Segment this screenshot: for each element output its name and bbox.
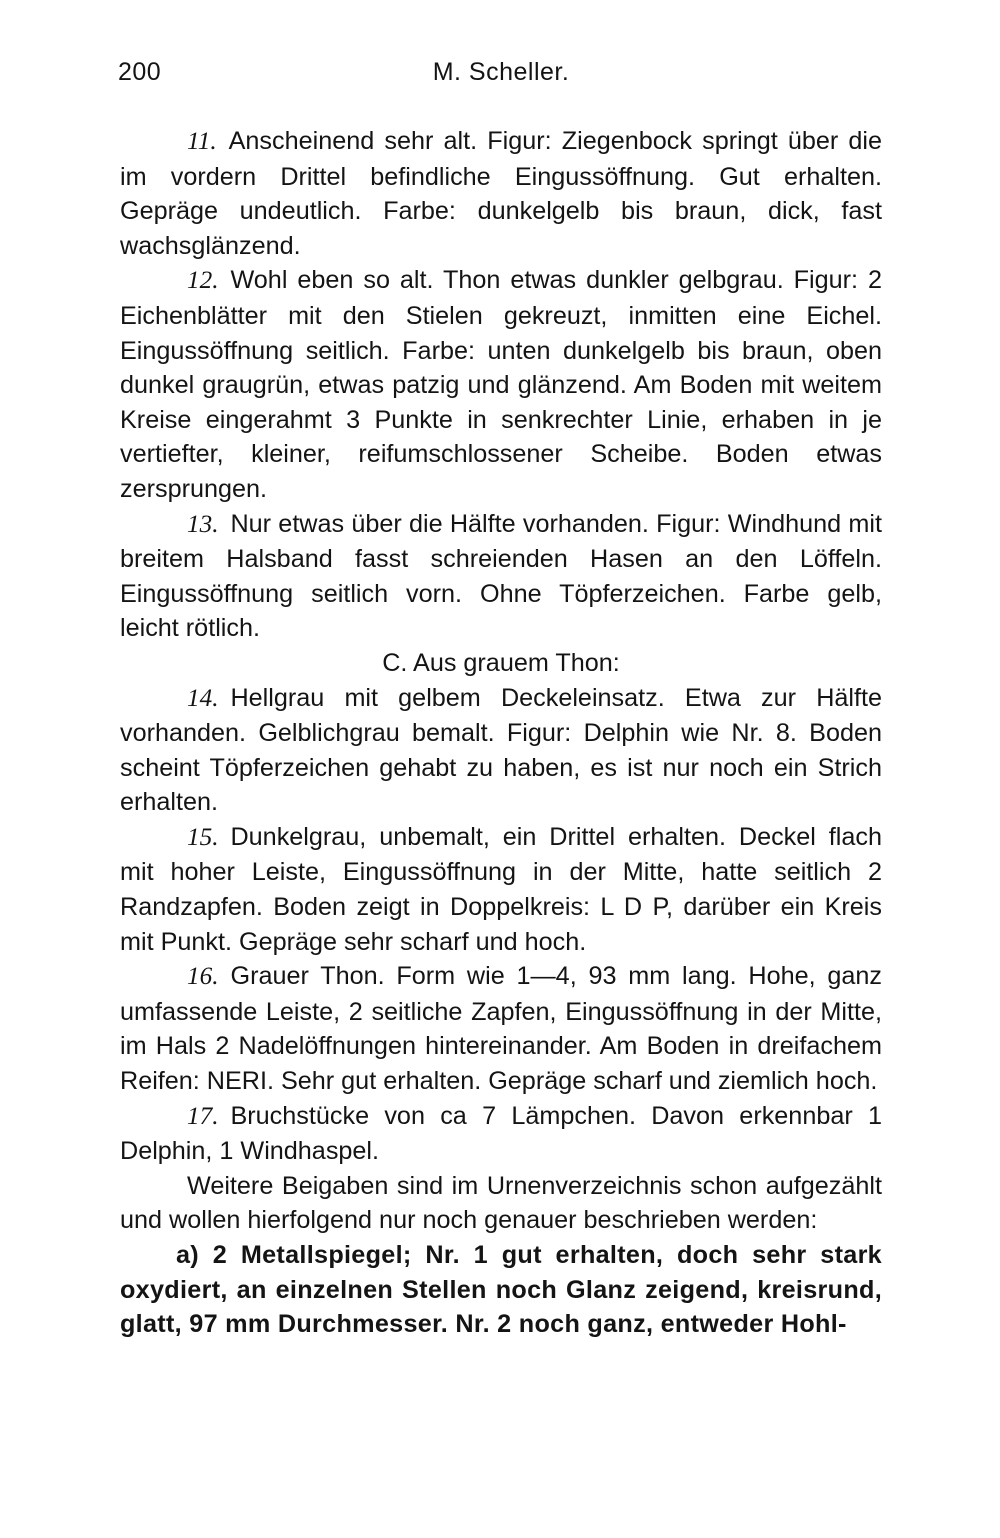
entry-12 [120,263,882,506]
entry-15 [120,820,882,959]
entry-13 [120,507,882,646]
page-header [118,58,884,98]
entry-14 [120,681,882,820]
page-number: 200 [118,58,162,86]
entry-text: Wohl eben so alt. Thon etwas dunkler gelbgrau. Figur: 2 Eichenblätter mit den Stielen gekreuzt, inmitten eine Eichel. Eingussöffnung seitlich. Farbe: unten dunkelgelb bis braun, oben dunkel graugrün, etwas patzig und glänzend. Am Boden mit weitem Kreise eingerahmt 3 Punkte in senkrechter Linie, erhaben in je vertiefter, kleiner, reifumschlossener Scheibe. Boden etwas zersprungen. [120,266,882,503]
entry-number: 15. [187,823,219,851]
entry-text: Grauer Thon. Form wie 1—4, 93 mm lang. Hohe, ganz umfassende Leiste, 2 seitliche Zapfen, Eingussöffnung in der Mitte, im Hals 2 Nadelöffnungen hintereinander. Am Boden in dreifachem Reifen: NERI. Sehr gut erhalten. Gepräge scharf und ziemlich hoch. [120,962,882,1096]
entry-text: Anscheinend sehr alt. Figur: Ziegenbock springt über die im vordern Drittel befindliche Eingussöffnung. Gut erhalten. Gepräge undeutlich. Farbe: dunkelgelb bis braun, dick, fast wachsglänzend. [120,127,882,260]
entry-number: 12. [187,267,219,295]
section-heading: C. Aus grauem Thon: [382,648,620,677]
entry-17 [120,1099,882,1169]
entry-number: 16. [187,963,219,991]
entry-text: Bruchstücke von ca 7 Lämpchen. Davon erkennbar 1 Delphin, 1 Windhaspel. [120,1101,882,1166]
entry-number: 17. [187,1102,219,1130]
entry-number: 13. [187,510,219,538]
entry-text: Hellgrau mit gelbem Deckeleinsatz. Etwa zur Hälfte vorhanden. Gelblichgrau bemalt. Figur: Delphin wie Nr. 8. Boden scheint Töpferzeichen gehabt zu haben, es ist nur noch ein Strich erhalten. [120,683,882,817]
entry-text: Nur etwas über die Hälfte vorhanden. Figur: Windhund mit breitem Halsband fasst schreienden Hasen an den Löffeln. Eingussöffnung seitlich vorn. Ohne Töpferzeichen. Farbe gelb, leicht rötlich. [120,509,882,643]
entry-11 [120,124,882,263]
page-body [120,124,882,1342]
entry-number: 14. [187,684,219,712]
intro-paragraph: Weitere Beigaben sind im Urnenverzeichnis schon aufgezählt und wollen hierfolgend nur noch genauer beschrieben werden: [120,1171,882,1235]
entry-16 [120,959,882,1098]
item-a-paragraph: a) 2 Metallspiegel; Nr. 1 gut erhalten, doch sehr stark oxydiert, an einzelnen Stellen noch Glanz zeigend, kreisrund, glatt, 97 mm Durchmesser. Nr. 2 noch ganz, entweder Hohl- [120,1241,882,1339]
running-head: M. Scheller. [432,58,570,86]
entry-text: Dunkelgrau, unbemalt, ein Drittel erhalten. Deckel flach mit hoher Leiste, Eingussöffnung in der Mitte, hatte seitlich 2 Randzapfen. Boden zeigt in Doppelkreis: L D P, darüber ein Kreis mit Punkt. Gepräge sehr scharf und hoch. [120,822,882,956]
entry-number: 11. [187,128,217,155]
